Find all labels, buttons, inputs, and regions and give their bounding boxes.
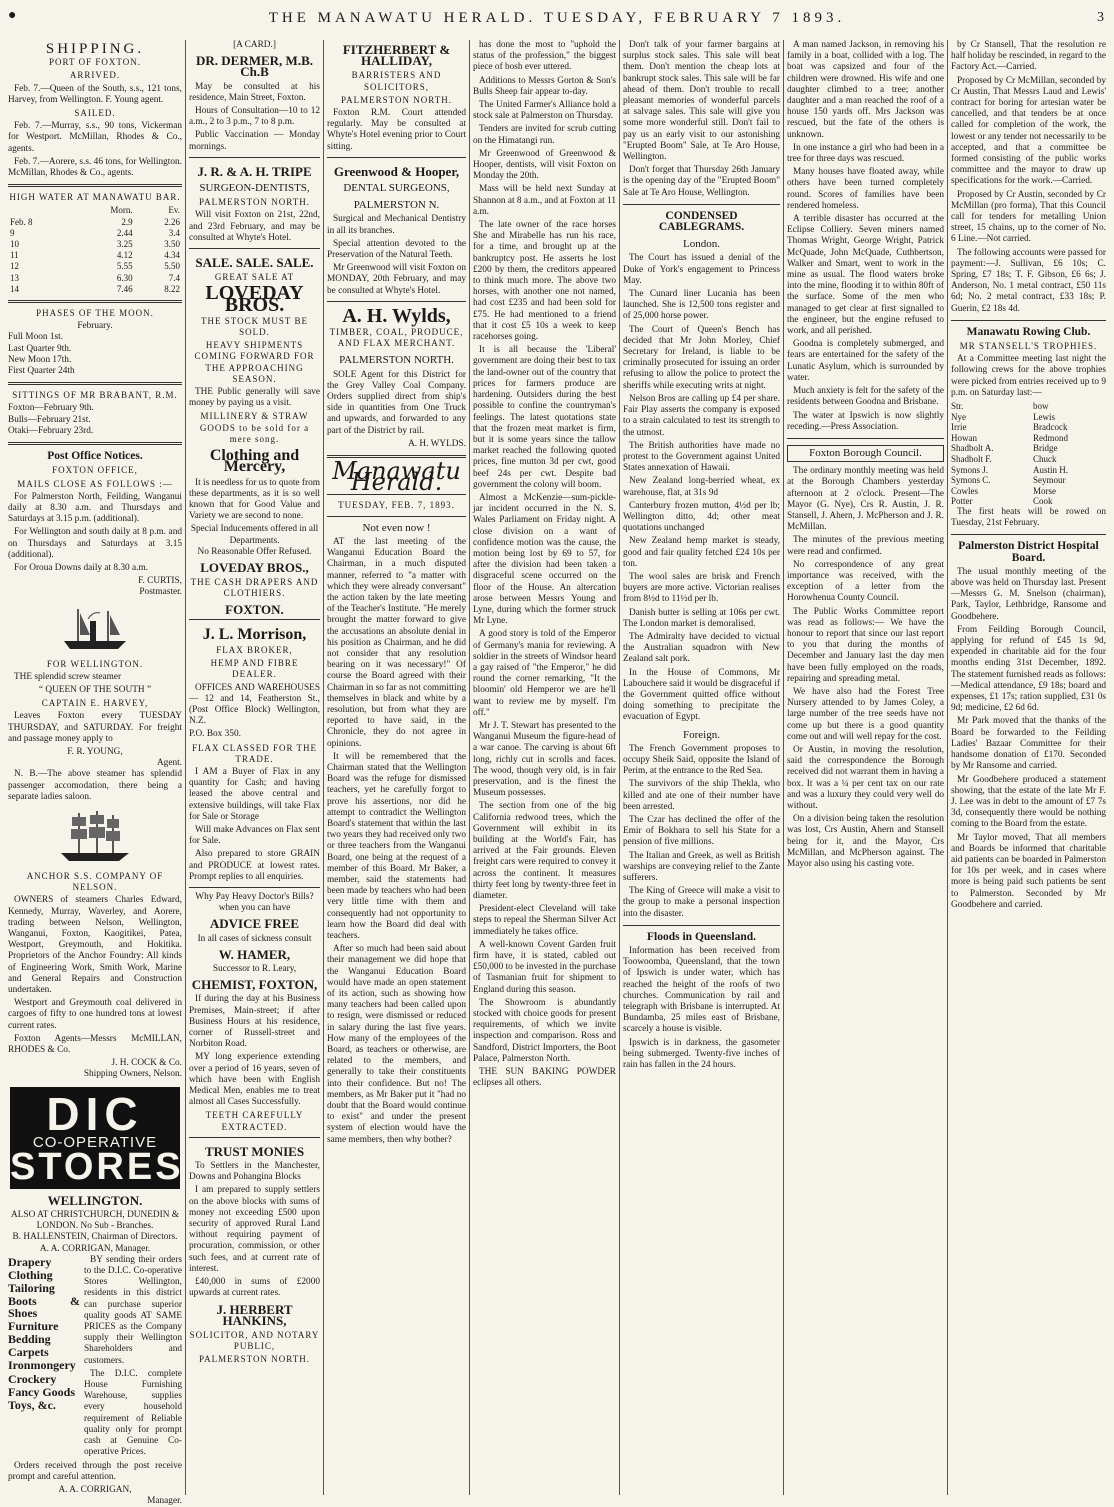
council-paragraph: On a division being taken the resolution was lost, Crs Austin, Ahern and Stansell being for it, and the Mayor, Crs McMillan, and McPherson against. The Mayor also using his casting vote.	[787, 814, 944, 870]
flax-classed: FLAX CLASSED FOR THE TRADE.	[191, 742, 318, 764]
cable-paragraph: The King of Greece will make a visit to the group to make a personal inspection into the disaster.	[623, 886, 780, 919]
fitzherbert-text: Foxton R.M. Court attended regularly. May be consulted at Whyte's Hotel evening prior to Court sitting.	[327, 108, 466, 152]
sailed-label: SAILED.	[74, 108, 116, 119]
tide-cell: 11	[10, 250, 19, 261]
page-number: 3	[1097, 10, 1104, 25]
morrison-name: J. L. Morrison,	[202, 625, 307, 643]
advice-text: In all cases of sickness consult	[197, 933, 312, 944]
fitzherbert-sub: BARRISTERS AND SOLICITORS,	[351, 70, 442, 92]
london-heading: London.	[683, 238, 720, 251]
rowing-text: At a Committee meeting last night the following crews for the above trophies were picked from entries received up to 9 p.m. on Saturday last:—	[951, 354, 1106, 398]
tide-cell: 3.4	[168, 227, 180, 238]
editorial-heading: Not even now !	[362, 521, 431, 534]
divider	[623, 204, 780, 205]
cable-paragraph: New Zealand hemp market is steady, good and fair quality fetched £24 10s per ton.	[623, 536, 780, 569]
council-heading: Foxton Borough Council.	[787, 445, 944, 462]
greenwood-name: Greenwood & Hooper,	[333, 163, 460, 179]
crew-name: bow	[1033, 401, 1049, 412]
floods-paragraph: Many houses have floated away, while others have been turned completely round. Scores of families have been rendered homeless.	[787, 167, 944, 211]
divider	[8, 382, 182, 385]
tide-row	[8, 250, 182, 261]
hospital-paragraph: The usual monthly meeting of the above was held on Thursday last. Present—Messrs G. M. Snelson (chairman), Park, Taylor, Lethbridge, Ransome and Goodbehere.	[951, 566, 1106, 622]
crew-name: Austin H.	[1033, 464, 1069, 475]
anchor-text: OWNERS of steamers Charles Edward, Kennedy, Murray, Waverley, and Aorere, trading between Nelson, Wellington, Wanganui, Foxton, Kaogitikei, Patea, Westport, Greymouth, and Hokitika. Proprietors of the Anchor Foundry: All kinds of Engineering Work, Smith Work, Marine and General Repairs and Construction undertaken.	[8, 895, 182, 995]
column-1	[5, 40, 185, 1507]
dic-department: Tailoring	[8, 1281, 55, 1296]
dental-place: PALMERSTON N.	[353, 199, 440, 212]
loveday-name: LOVEDAY BROS.	[205, 282, 304, 316]
steamer-agent-title: Agent.	[156, 758, 182, 769]
crew-name: Bradcock	[1033, 422, 1068, 433]
news-paragraph: The late owner of the race horses She and Mirabelle has run his race, for a time, and brought up at the bankruptcy post. He asserts he lost £200 by them, the creditors appeared to think much more. The above two horses, with another one not named, had cost £235 and had been sold for £75. He had mentioned to a friend that it cost £5 10s a week to keep racehorses going.	[473, 220, 616, 343]
tide-cell: 12	[10, 261, 19, 272]
floods-heading: Floods in Queensland.	[647, 930, 756, 943]
doctor-text: May be consulted at his residence, Main Street, Foxton.	[189, 81, 320, 103]
advice-free: ADVICE FREE	[209, 916, 300, 932]
editorial-paragraph: AT the last meeting of the Wanganui Education Board the Chairman, in a much disputed manner, referred to "a matter with which they were already conversant" the action taken by the late meeting of the Teacher's Institute. "He merely brought the matter forward to give the accusations an absolute denial in his position as Chairman, and he did not consider that any resolution bearing on it was necessary!" Of course the Board agreed with their Chairman in so far as not committing themselves in black and white by a resolution, but from what they are reported to have said, in the Chronicle, they do not agree in opinions.	[327, 536, 466, 749]
hankins-place: PALMERSTON NORTH.	[199, 1354, 310, 1365]
doctor-vaccination: Public Vaccination — Monday mornings.	[189, 130, 320, 152]
wylds-signature: A. H. WYLDS.	[408, 438, 466, 449]
postmaster-title: Postmaster.	[139, 587, 182, 598]
news-paragraph: THE SUN BAKING POWDER eclipses all others.	[473, 1067, 616, 1089]
crew-name: Shadbolt F.	[951, 454, 992, 465]
crew-name: Lewis	[1033, 411, 1055, 422]
steamer-intro: THE splendid screw steamer	[14, 671, 122, 682]
flax-text: I AM a Buyer of Flax in any quantity for Cash; and having leased the above central and extensive buildings, will take Flax for Sale or Storage	[189, 766, 320, 822]
mails-text: For Palmerston North, Feilding, Wanganui daily at 8.30 a.m. and Thursdays and Saturdays at 3.15 p.m. (additional).	[8, 491, 182, 525]
dic-department: Furniture	[8, 1318, 59, 1333]
dental-text: Surgical and Mechanical Dentistry in all its branches.	[327, 214, 466, 236]
dic-stores-text: STORES	[10, 1145, 184, 1188]
cable-paragraph: The Czar has declined the offer of the Emir of Bokhara to sell his State for a pension of five millions.	[623, 815, 780, 848]
clothing-heading: Clothing and Mercery,	[209, 447, 300, 476]
drapers-label: THE CASH DRAPERS AND CLOTHIERS.	[190, 577, 319, 599]
loveday-ad	[189, 248, 320, 615]
moon-line: First Quarter 24th	[8, 366, 75, 377]
cable-paragraph: The survivors of the ship Thekla, who killed and ate one of their number have been arrested.	[623, 779, 780, 812]
flax-advances: Will make Advances on Flax sent for Sale.	[189, 824, 320, 847]
news-paragraph: Don't talk of your farmer bargains at surplus stock sales. This sale will beat them. Don't mention the cheap lots at bankrupt stock sales. This sale will be far ahead of them. Don't trouble to recall pleasant memories of wonderful parcels at salvage sales. This sale will give you some more wonderful still. Don't fail to pay us an early visit to our astonishing "Erupted Boom" Sale, at Te Aro House, Wellington.	[623, 40, 780, 163]
tripe-ad	[189, 157, 320, 244]
tide-cell: 7.46	[116, 283, 133, 294]
dic-department: Fancy Goods	[8, 1384, 76, 1399]
moon-heading: PHASES OF THE MOON.	[36, 308, 154, 319]
column-6	[783, 40, 947, 1495]
special-inducements: Special Inducements offered in all Departments.	[190, 524, 319, 546]
morrison-pobox: P.O. Box 350.	[189, 729, 241, 740]
dic-side-paragraph: The D.I.C. complete House Furnishing Warehouse, supplies every household requirement of Reliable quality only for prompt cash at Genuine Co-operative Prices.	[84, 1368, 182, 1458]
column-2	[185, 40, 323, 1495]
page-header	[0, 0, 1114, 40]
sailed-text-2: Feb. 7.—Aorere, s.s. 46 tons, for Wellington. McMillan, Rhodes & Co., agents.	[8, 156, 182, 179]
dic-side-paragraph: BY sending their orders to the D.I.C. Co-operative Stores Wellington, residents in this district can purchase superior quality goods AT SAME PRICES as the Company supply their Wellington Shareholders and customers.	[84, 1254, 182, 1366]
cable-paragraph: The Italian and Greek, as well as British warships are conveying relief to the Zante sufferers.	[623, 850, 780, 884]
hamer-name: W. HAMER,	[218, 946, 291, 962]
stock-notice: THE STOCK MUST BE SOLD.	[201, 315, 308, 338]
dic-place: WELLINGTON.	[47, 1192, 143, 1208]
crew-name: Redmond	[1033, 432, 1068, 443]
chemist-label: CHEMIST, FOXTON,	[191, 977, 318, 993]
news-paragraph: Additions to Messrs Gorton & Son's Bulls Sheep fair appear to-day.	[473, 75, 616, 97]
floods-paragraph: Information has been received from Toowoomba, Queensland, that the town of Ipswich is under water, which has reached the height of the roofs of two churches. Communication by rail and telegraph with Brisbane is interrupted. At Bundamba, 25 miles east of Brisbane, scarcely a house is visible.	[623, 946, 780, 1035]
millinery-text: MILLINERY & STRAW GOODS to be sold for a mere song.	[199, 411, 310, 444]
divider	[8, 300, 182, 303]
crew-name: Shadbolt A.	[951, 443, 994, 454]
anchor-signature-title: Shipping Owners, Nelson.	[83, 1069, 182, 1080]
tide-cell: 2.44	[116, 227, 133, 238]
floods-paragraph: A man named Jackson, in removing his family in a boat, collided with a log. The boat was capsized and four of the children were drowned. His wife and one daughter climbed to a tree; another daughter and a man reached the roof of a house 150 yards off. Mrs Jackson was rescued, but the fate of the others is unknown.	[787, 40, 944, 140]
dic-logo-block	[10, 1087, 184, 1189]
crew-name: Potter	[951, 496, 973, 507]
clothing-text: It is needless for us to quote from these departments, as it is so well known that for Good Value and Variety we are second to none.	[189, 477, 320, 522]
doctor-name: DR. DERMER, M.B. Ch.B	[196, 53, 313, 80]
hankins-name: J. HERBERT HANKINS,	[216, 1301, 293, 1328]
council-paragraph: Proposed by Cr Austin, seconded by Cr McMillan (pro forma), That this Council call for tenders for metalling Union street, 15 chains, up to the corner of No. 6 Line.—Not carried.	[951, 189, 1106, 245]
arrived-text: Feb. 7.—Queen of the South, s.s., 121 tons, Harvey, from Wellington. F. Young agent.	[8, 83, 182, 105]
for-wellington-heading: FOR WELLINGTON.	[46, 658, 144, 669]
column-3	[323, 40, 469, 1495]
steamer-captain: CAPTAIN E. HARVEY,	[41, 698, 149, 709]
dic-logo-text: DIC	[46, 1087, 144, 1140]
hospital-paragraph: Mr Park moved that the thanks of the Board be forwarded to the Feilding Ladies' Bazaar Committee for their handsome donation of £170. Seconded by Mr Ransome and carried.	[951, 716, 1106, 772]
dic-department: Boots & Shoes	[8, 1294, 80, 1320]
page-marker-dot: ●	[8, 8, 21, 23]
tide-cell: 2.26	[164, 216, 180, 227]
tripe-text: Will visit Foxton on 21st, 22nd, and 23rd February, and may be consulted at Whyte's Hotel.	[189, 210, 320, 243]
editorial-paragraph: It will be remembered that the Chairman stated that the Wellington Board was the refuge for dismissed teachers, yet he carefully forgot to prove his assertions, nor did he attempt to contradict the Wellington Board's statement that within the last two years they had received only two or three teachers from the Wanganui Board, one being at the request of a member of this Board. Mr Baker, a member, said the statements had been made by teachers who had been very little time with them and consequently had not opportunity to learn how the Board did deal with teachers.	[327, 751, 466, 942]
dic-department: Ironmongery	[8, 1358, 76, 1373]
cable-paragraph: The wool sales are brisk and French buyers are more active. Victorian realises from 8½d to 11½d per lb.	[623, 571, 780, 605]
hospital-paragraph: Mr Taylor moved, That all members and Boards be informed that charitable aid patients can be boarded in Palmerston for 10s per week, and in cases where more is being paid such patients be sent to Palmerston. Seconded by Mr Goodbehere and carried.	[951, 832, 1106, 910]
herald-nameplate: Manawatu Herald.	[332, 457, 461, 497]
dic-department-list	[8, 1255, 80, 1461]
news-paragraph: It is all because the 'Liberal' government are doing their best to tax the land-owner out of the country that prices for farmers produce are hardening. Outsiders during the best possible to confine the countryman's feelings. The latest quotations state that the frozen meat market is firm, but it is some years since the tallow market reached the following quoted prices, fine mutton 3d per cwt, good beef 24s per cwt. Despite bad government the colony will boom.	[473, 345, 616, 490]
tide-cell: 13	[10, 272, 19, 283]
trophies-heading: MR STANSELL'S TROPHIES.	[959, 341, 1098, 352]
foreign-heading: Foreign.	[683, 728, 720, 741]
dic-orders: Orders received through the post receive prompt and careful attention.	[8, 1460, 182, 1482]
hospital-paragraph: From Feilding Borough Council, applying for refund of £45 1s 9d, expended in charitable aid for the four months ending 31st December, 1892. The statement furnished reads as follows:—Medical attendance, £9 18s; board and expenses, £1 17s; ration supplied, £31 0s 9d; medicine, £2 6d 6d.	[951, 624, 1106, 714]
crew-list	[951, 401, 1106, 507]
trust-text-2: I am prepared to supply settlers on the above blocks with sums of money not exceeding £500 upon security of approved Rural Land without requiring payment of procuration, commission, or other such fees, and at current rate of interest.	[189, 1185, 320, 1274]
divider	[8, 442, 182, 445]
dic-department: Clothing	[8, 1268, 53, 1283]
fitzherbert-name: FITZHERBERT & HALLIDAY,	[342, 42, 451, 69]
anchor-heading: ANCHOR S.S. COMPANY OF NELSON.	[26, 870, 164, 893]
news-paragraph: The Showroom is abundantly stocked with choice goods for present requirements, of which we invite inspection and comparison. Ross and Sandford, District Importers, the Boot Palace, Palmerston North.	[473, 997, 616, 1064]
sailed-text-1: Feb. 7.—Murray, s.s., 90 tons, Vickerman for Westport. McMillan, Rhodes & Co., agents.	[8, 121, 182, 154]
tide-row	[8, 228, 182, 239]
tide-cell: 6.30	[116, 272, 133, 283]
dic-department: Crockery	[8, 1371, 57, 1386]
dic-department: Carpets	[8, 1345, 49, 1360]
news-paragraph: Almost a McKenzie—sum-pickle-jar incident occurred in the N. S. Wales Parliament on Friday night. A close division on a want of confidence motion was the cause, the motion being lost by 69 to 57, for after the division had been taken a disgraceful scene occurred on the floor of the House. An altercation arose between Messrs Young and Lyne, during which the former struck Mr Lyne.	[473, 492, 616, 627]
wylds-sub: TIMBER, COAL, PRODUCE, AND FLAX MERCHANT.	[329, 327, 464, 349]
council-paragraph: The minutes of the previous meeting were read and confirmed.	[787, 535, 944, 557]
council-paragraph: The following accounts were passed for payment:—J. Sullivan, £6 10s; C. Spring, £7 18s; T. F. Gibson, £6 6s; J. Anderson, No. 1 metal contract, £50 11s 6d; No. 2 metal contract, £33 18s; P. Guerin, £2 18s 4d.	[951, 247, 1106, 314]
tide-cell: 4.34	[164, 250, 180, 261]
trust-heading: TRUST MONIES	[204, 1143, 305, 1159]
dic-department: Bedding	[8, 1332, 51, 1347]
crew-name: Cook	[1033, 496, 1053, 507]
cable-paragraph: Danish butter is selling at 106s per cwt. The London market is demoralised.	[623, 607, 780, 629]
dic-signature: A. A. CORRIGAN,	[58, 1484, 132, 1495]
crew-name: Howan	[951, 432, 977, 443]
tide-cell: 3.50	[164, 239, 180, 250]
hospital-paragraph: Mr Goodbehere produced a statement showing, that the estate of the late Mr F. J. Lee was in debt to the amount of £7 7s 3d, consequently there would be nothing coming to the Board from the estate.	[951, 774, 1106, 830]
flax-broker-label: FLAX BROKER,	[216, 644, 293, 655]
divider	[787, 438, 944, 439]
divider	[623, 925, 780, 926]
council-paragraph: Proposed by Cr McMillan, seconded by Cr Austin, That Messrs Laud and Lewis' contract for boring for artesian water be cancelled, and that tenders be at once called for completion of the work, the lowest or any tender not necessarily to be accepted, and that a committee be formed consisting of the public works committee and the mayor to draw up specifications for the work.—Carried.	[951, 75, 1106, 187]
moon-line: New Moon 17th.	[8, 354, 72, 365]
council-paragraph: Or Austin, in moving the resolution, said the correspondence the Borough received did not warrant them in having a box. It was a ¼ per cent tax on our rate and was a luxury they could very well do without.	[787, 744, 944, 811]
cable-paragraph: In the House of Commons, Mr Labouchere said it would be disgraceful if the Government quitted office without doing something to precipitate the evacuation of Egypt.	[623, 667, 780, 723]
moon-month: February.	[77, 321, 113, 332]
tide-heading: HIGH WATER AT MANAWATU BAR.	[9, 192, 181, 203]
brabant-line: Otaki—February 23rd.	[8, 425, 94, 436]
steamer-note: N. B.—The above steamer has splendid passenger accomodation, there being a separate ladies saloon.	[8, 769, 182, 802]
flax-grain: Also prepared to store GRAIN and PRODUCE at lowest rates. Prompt replies to all enquiries.	[189, 849, 320, 882]
council-paragraph: We have also had the Forest Tree Nursery attended to by James Coley, a large number of the tree seeds have not come up but there is a good quantity come out and will well repay for the cost.	[787, 686, 944, 742]
council-paragraph: The Public Works Committee report was read as follows:— We have the honour to report that since our last report to you that during the months of December and January last the day men have been fully employed on the roads, repairing and spreading metal.	[787, 606, 944, 684]
loveday-name-2: LOVEDAY BROS.,	[200, 559, 309, 575]
tide-table	[8, 205, 182, 295]
dental-visit: Mr Greenwood will visit Foxton on MONDAY, 20th February, and may be consulted at Whyte's Hotel.	[327, 263, 466, 296]
tide-header-cell	[8, 205, 72, 216]
hamer-experience: MY long experience extending over a period of 16 years, seven of which have been with English Medical Men, enables me to treat almost all Cases Successfully.	[189, 1052, 320, 1108]
news-paragraph: President-elect Cleveland will take steps to repeal the Sherman Silver Act immediately he takes office.	[473, 904, 616, 937]
brabant-line: Foxton—February 9th.	[8, 403, 94, 414]
tide-cell: 7.4	[168, 272, 180, 283]
public-text: THE Public generally will save money by paying us a visit.	[189, 387, 320, 409]
news-paragraph: Mr Greenwood of Greenwood & Hooper, dentists, will visit Foxton on Monday the 20th.	[473, 148, 616, 182]
tide-header-cell: Ev.	[168, 205, 180, 216]
cable-paragraph: Canterbury frozen mutton, 4½d per lb; Wellington ditto, 4d; other meat quotations unchanged	[623, 500, 780, 534]
brabant-heading: SITTINGS OF MR BRABANT, R.M.	[12, 390, 178, 401]
greenwood-ad	[327, 157, 466, 297]
dic-department: Drapery	[8, 1254, 52, 1269]
mails-heading: MAILS CLOSE AS FOLLOWS :—	[17, 478, 173, 489]
tide-row	[8, 217, 182, 228]
brabant-line: Bulls—February 21st.	[8, 414, 91, 425]
crew-name: Symons J.	[951, 464, 989, 475]
hospital-heading: Palmerston District Hospital Board.	[958, 540, 1099, 564]
hamer-text: If during the day at his Business Premises, Main-street; if after Business Hours at his residence, corner of Russell-street and Norbiton Road.	[189, 994, 320, 1050]
trust-sums: £40,000 in sums of £2000 upwards at current rates.	[189, 1277, 320, 1299]
divider	[951, 534, 1106, 535]
dic-signature-title: Manager.	[147, 1496, 182, 1507]
tripe-sub: SURGEON-DENTISTS,	[199, 182, 310, 195]
floods-paragraph: Much anxiety is felt for the safety of the residents between Goodna and Brisbane.	[787, 386, 944, 408]
issue-date: TUESDAY, FEB. 7, 1893.	[338, 499, 455, 510]
tide-cell: 5.50	[164, 261, 180, 272]
cable-paragraph: The Court of Queen's Bench has decided that Mr John Morley, Chief Secretary for Ireland, is liable to be criminally prosecuted for issuing an order refusing to allow the police to protect the sheriffs while executing writs at night.	[623, 324, 780, 391]
morrison-offices: OFFICES AND WAREHOUSES— 12 and 14, Featherston St., (Post Office Block) Wellington, N.Z.	[189, 682, 320, 727]
mails-text: For Wellington and south daily at 8 p.m. and on Thursdays and Saturdays at 3.15 (additional).	[8, 527, 182, 560]
tide-row	[8, 273, 182, 284]
news-paragraph: Mass will be held next Sunday at Shannon at 8 a.m., and at Foxton at 11 a.m.	[473, 184, 616, 217]
morrison-ad	[189, 619, 320, 883]
rowing-date: The first heats will be rowed on Tuesday, 21st February.	[951, 507, 1106, 529]
steamer-illustration	[60, 605, 130, 653]
no-refusal: No Reasonable Offer Refused.	[197, 546, 312, 557]
tide-cell: 8.22	[164, 283, 180, 294]
moon-line: Last Quarter 9th.	[8, 343, 72, 354]
editorial-paragraph: After so much had been said about their management we did hope that the Wanganui Education Board would have made an open statement of its action, such as showing how many teachers had been called upon to resign, were dismissed or reduced in salary during the last five years. How many of the employees of the Board, as teachers or otherwise, are related to the members, and generally to take their constituents into their confidence. But no! The members, as Mr Baker put it "had no doubt that the Board would continue to exist" and under the present system of election would have the same members, then why bother?	[327, 944, 466, 1145]
tide-row	[8, 261, 182, 272]
hankins-sub: SOLICITOR, AND NOTARY PUBLIC,	[189, 1329, 320, 1352]
cable-paragraph: The Court has issued a denial of the Duke of York's engagement to Princess May.	[623, 253, 780, 286]
wylds-place: PALMERSTON NORTH.	[339, 354, 454, 367]
tide-header-cell: Morn.	[110, 205, 133, 216]
floods-paragraph: The water at Ipswich is now slightly receding.—Press Association.	[787, 410, 944, 432]
post-office-sub: FOXTON OFFICE,	[52, 465, 138, 476]
hemp-label: HEMP AND FIBRE DEALER.	[210, 658, 299, 680]
steamer-name: “ QUEEN OF THE SOUTH ”	[38, 684, 152, 695]
wylds-text: SOLE Agent for this District for the Grey Valley Coal Company. Orders supplied direct from ship's side in quantities from One Truck and upwards, and forwarded to any part of the District by rail.	[327, 369, 466, 436]
floods-paragraph: Ipswich is in darkness, the gasometer being submerged. Twenty-five inches of rain has fallen in the 24 hours.	[623, 1037, 780, 1071]
fitzherbert-place: PALMERSTON NORTH.	[341, 94, 452, 105]
moon-line: Full Moon 1st.	[8, 332, 64, 343]
council-paragraph: by Cr Stansell, That the resolution re half holiday be rescinded, in regard to the Factory Act.—Carried.	[951, 40, 1106, 73]
news-paragraph: A good story is told of the Emperor of Germany's mania for reviewing. A soldier in the streets of Windsor heard a gay raised of "the Emperor," he did round the corner remarking, "It the bloomin' old Hemperor we are he'll want to review me by myself. I'm off."	[473, 629, 616, 718]
page-header-title: THE MANAWATU HERALD. TUESDAY, FEBRUARY 7 1893.	[268, 10, 846, 26]
teeth-label: TEETH CAREFULLY EXTRACTED.	[205, 1110, 304, 1132]
tide-cell: 14	[10, 283, 19, 294]
steamer-agent-name: F. R. YOUNG,	[67, 746, 123, 757]
wylds-ad	[327, 301, 466, 450]
sale-heading: SALE. SALE. SALE.	[195, 255, 314, 271]
dic-department: Toys, &c.	[8, 1398, 56, 1413]
mails-text: For Oroua Downs daily at 8.30 a.m.	[14, 562, 149, 573]
divider	[327, 516, 466, 517]
sailing-ship-illustration	[55, 809, 135, 865]
crew-name: Bridge	[1033, 443, 1058, 454]
foxton-label: FOXTON.	[225, 601, 284, 617]
doctor-hours: Hours of Consultation—10 to 12 a.m., 2 to 3 p.m., 7 to 8 p.m.	[189, 106, 320, 128]
card-label: [A CARD.]	[233, 40, 276, 50]
floods-paragraph: In one instance a girl who had been in a tree for three days was rescued.	[787, 142, 944, 165]
floods-paragraph: A terrible disaster has occurred at the Eclipse Colliery. Seven miners named Thomas Wright, George Wright, Patrick McQuade, John McQuade, Cuthbertson, Walker and Smart, went to work in the mine as usual. The flood waters broke into the mine, flooding it to within 80ft of the surface. Some of the men who managed to get clear at first signalled to the engineer, but the engine refused to work, and all perished.	[787, 214, 944, 337]
cablegrams-heading: CONDENSED CABLEGRAMS.	[658, 209, 745, 234]
arrived-label: ARRIVED.	[69, 70, 121, 81]
dic-directors: B. HALLENSTEIN, Chairman of Directors. A. A. CORRIGAN, Manager.	[12, 1232, 178, 1254]
tide-cell: 2.9	[121, 216, 133, 227]
news-paragraph: Tenders are invited for scrub cutting on the Himatangi run.	[473, 124, 616, 146]
steamer-schedule: Leaves Foxton every TUESDAY THURSDAY, and SATURDAY. For freight and passage money apply to	[8, 711, 182, 744]
tide-cell: 5.55	[116, 261, 133, 272]
crew-name: Morse	[1033, 485, 1056, 496]
crew-name: Cowles	[951, 485, 978, 496]
council-paragraph: No correspondence of any great importance was received, with the exception of a letter from the Horowhenua County Council.	[787, 559, 944, 604]
hamer-ad	[189, 887, 320, 1133]
floods-paragraph: Goodna is completely submerged, and fears are entertained for the safety of the Lunatic Asylum, which is surrounded by water.	[787, 339, 944, 383]
port-subheading: PORT OF FOXTON.	[49, 57, 141, 68]
great-sale-label: GREAT SALE AT	[214, 272, 295, 283]
dic-cooperative-text: CO-OPERATIVE	[32, 1133, 158, 1151]
news-paragraph: A well-known Covent Garden fruit firm have, it is stated, cabled out £50,000 to be invested in the purchase of Tasmanian fruit for shipment to England during this season.	[473, 939, 616, 995]
cable-paragraph: The French Government proposes to occupy Sheik Said, opposite the Island of Perim, at the entrance to the Red Sea.	[623, 743, 780, 777]
cable-paragraph: New Zealand long-berried wheat, ex warehouse, flat, at 31s 9d	[623, 476, 780, 498]
tide-cell: 9	[10, 227, 15, 238]
postmaster-name: F. CURTIS,	[138, 576, 182, 587]
divider	[8, 184, 182, 187]
tripe-heading: J. R. & A. H. TRIPE	[197, 163, 312, 179]
post-office-heading: Post Office Notices.	[47, 450, 143, 463]
cable-paragraph: The British authorities have made no protest to the Government against United States annexation of Hawaii.	[623, 440, 780, 474]
tide-row	[8, 284, 182, 295]
dental-special: Special attention devoted to the Preservation of the Natural Teeth.	[327, 238, 466, 261]
tide-header-row	[8, 205, 182, 216]
tide-cell: 10	[10, 239, 19, 250]
trust-text: To Settlers in the Manchester, Downs and Pohangina Blocks	[189, 1161, 320, 1183]
news-paragraph: has done the most to "uphold the status of the profession," the biggest piece of bosh ever uttered.	[473, 40, 616, 73]
cable-paragraph: The Cunard liner Lucania has been launched. She is 12,500 tons register and of 25,000 horse power.	[623, 289, 780, 322]
crew-name: Nye	[951, 411, 966, 422]
dic-also: ALSO AT CHRISTCHURCH, DUNEDIN & LONDON. No Sub - Branches.	[11, 1210, 179, 1232]
tide-cell: 3.25	[116, 239, 133, 250]
anchor-text-2: Westport and Greymouth coal delivered in cargoes of fifty to one hundred tons at lowest current rates.	[8, 998, 182, 1031]
cable-paragraph: The Admiralty have decided to victual the Australian squadron with New Zealand salt pork.	[623, 631, 780, 665]
divider	[951, 320, 1106, 321]
news-paragraph: Don't forget that Thursday 26th January is the opening day of the "Erupted Boom" Sale at Te Aro House, Wellington.	[623, 165, 780, 198]
column-4	[469, 40, 619, 1495]
tide-row	[8, 239, 182, 250]
dental-sub: DENTAL SURGEONS,	[343, 182, 450, 195]
trust-ad	[189, 1137, 320, 1366]
column-5	[619, 40, 783, 1495]
wylds-name: A. H. Wylds,	[342, 304, 451, 327]
dic-side-text	[84, 1255, 182, 1461]
crew-name: Chuck	[1033, 454, 1057, 465]
news-paragraph: The section from one of the big California redwood trees, which the Government will exhibit in its building at the World's Fair, has arrived at the Fair grounds. Eleven freight cars were required to convey it across the continent. It measures thirty feet long by twenty-three feet in diameter.	[473, 801, 616, 902]
crew-name: Irrie	[951, 422, 967, 433]
anchor-signature: J. H. COCK & Co.	[111, 1058, 182, 1069]
crew-name: Symons C.	[951, 475, 991, 486]
heavy-shipments: HEAVY SHIPMENTS COMING FORWARD FOR THE APPROACHING SEASON.	[194, 340, 315, 384]
news-paragraph: Mr J. T. Stewart has presented to the Wanganui Museum the figure-head of a war canoe. The carving is about 6ft long, richly cut in scrolls and faces. The wood, though very old, is in fair preservation, and is the finest the Museum possesses.	[473, 720, 616, 799]
tide-cell: Feb. 8	[10, 216, 33, 227]
tripe-place: PALMERSTON NORTH.	[199, 197, 310, 208]
crew-name: Str.	[951, 401, 964, 412]
news-paragraph: The United Farmer's Alliance hold a stock sale at Palmerston on Thursday.	[473, 100, 616, 122]
doctor-question: Why Pay Heavy Doctor's Bills? when you can have	[195, 892, 314, 914]
rowing-heading: Manawatu Rowing Club.	[966, 325, 1091, 338]
crew-name: Seymour	[1033, 475, 1066, 486]
hamer-sub: Successor to R. Leary,	[212, 964, 297, 975]
dic-departments-block	[8, 1255, 182, 1461]
council-paragraph: The ordinary monthly meeting was held at the Borough Chambers yesterday afternoon at 2 o'clock. Present—The Mayor (G. Nye), Crs R. Austin, J. R. Stansell, J. Ahern, J. McPherson and J. R. McMillan.	[787, 466, 944, 533]
column-7	[947, 40, 1109, 1495]
anchor-agents: Foxton Agents—Messrs McMILLAN, RHODES & Co.	[8, 1033, 182, 1056]
tide-cell: 4.12	[116, 250, 133, 261]
shipping-heading: SHIPPING.	[45, 41, 145, 57]
cable-paragraph: Nelson Bros are calling up £4 per share. Fair Play asserts the company is exposed to a strain calculated to test its strength to the utmost.	[623, 393, 780, 438]
